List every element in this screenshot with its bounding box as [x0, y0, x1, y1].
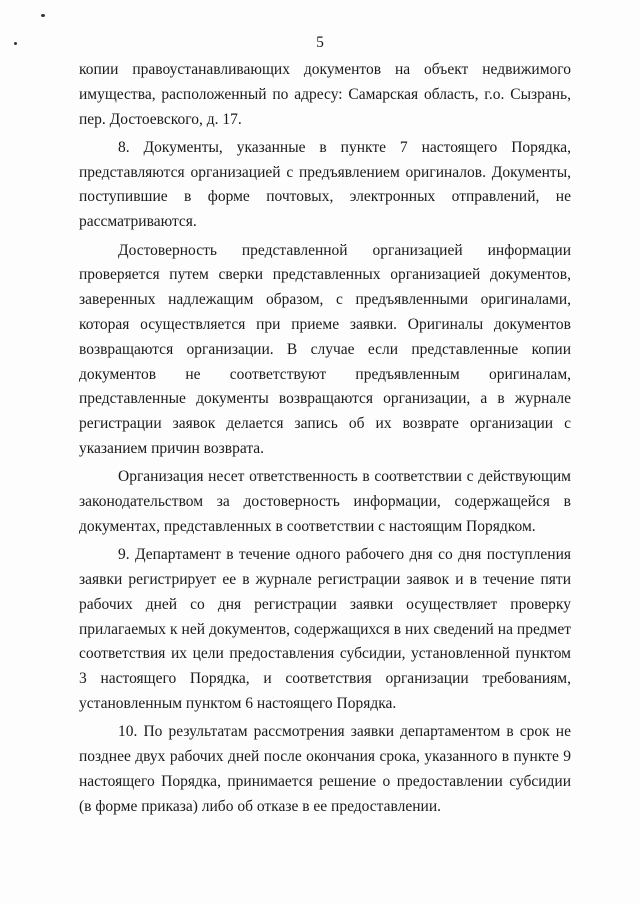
paragraph-item-9: 9. Департамент в течение одного рабочего дня со дня поступления заявки регистрирует ее в журнале регистрации заявок и в течение пяти рабочих дней со дня регистрации заявки осуществляет проверку прилагаемых к ней документов, содержащихся в них сведений на предмет соответствия их цели предоставления субсидии, установленной пунктом 3 настоящего Порядка, и соответствия организации требованиям, установленным пунктом 6 настоящего Порядка.: [79, 546, 571, 712]
scan-speck: [41, 14, 45, 17]
document-body: [79, 58, 571, 823]
paragraph-verification: Достоверность представленной организацией информации проверяется путем сверки представленных организацией документов, заверенных надлежащим образом, с предъявленными оригиналами, которая осуществляется при приеме заявки. Оригиналы документов возвращаются организации. В случае если представленные копии документов не соответствуют предъявленным оригиналам, представленные документы возвращаются организации, а в журнале регистрации заявок делается запись об их возврате организации с указанием причин возврата.: [79, 241, 571, 457]
paragraph-item-10: 10. По результатам рассмотрения заявки департаментом в срок не позднее двух рабочих дней после окончания срока, указанного в пункте 9 настоящего Порядка, принимается решение о предоставлении субсидии (в форме приказа) либо об отказе в ее предоставлении.: [79, 723, 571, 815]
page-number: 5: [316, 34, 324, 51]
paragraph-continuation: копии правоустанавливающих документов на объект недвижимого имущества, расположенный по адресу: Самарская область, г.о. Сызрань, пер. Достоевского, д. 17.: [79, 61, 571, 128]
paragraph-item-8: 8. Документы, указанные в пункте 7 настоящего Порядка, представляются организацией с предъявлением оригиналов. Документы, поступившие в форме почтовых, электронных отправлений, не рассматриваются.: [79, 138, 571, 231]
paragraph-responsibility: Организация несет ответственность в соответствии с действующим законодательством за достоверность информации, содержащейся в документах, представленных в соответствии с настоящим Порядком.: [79, 468, 571, 535]
